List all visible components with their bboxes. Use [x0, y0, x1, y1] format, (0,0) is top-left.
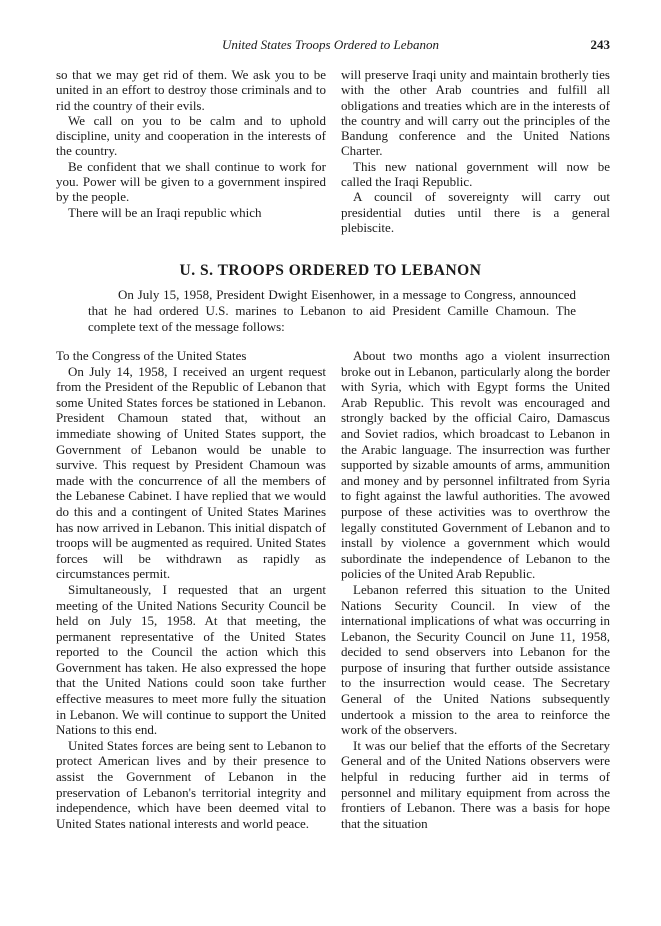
top-right-column: [341, 67, 610, 235]
running-header: [0, 36, 661, 54]
section-intro: [88, 287, 576, 335]
paragraph: Be confident that we shall continue to work for you. Power will be given to a government inspired by the people.: [56, 158, 326, 205]
paragraph: Simultaneously, I requested that an urgent meeting of the United Nations Security Council be held on July 15, 1958. At that meeting, the permanent representative of the United States reported to the Council the action which this Government has taken. He also expressed the hope that the United Nations could soon take further effective measures to meet more fully the situation in Lebanon. We will continue to support the United Nations to this end.: [56, 581, 326, 738]
section-title: U. S. TROOPS ORDERED TO LEBANON: [179, 262, 482, 279]
paragraph: We call on you to be calm and to uphold discipline, unity and cooperation in the interests of the country.: [56, 112, 326, 159]
paragraph: About two months ago a violent insurrection broke out in Lebanon, particularly along the border with Syria, which with Egypt forms the United Arab Republic. This revolt was encouraged and strongly backed by the official Cairo, Damascus and Soviet radios, which broadcast to Lebanon in the Arabic language. The insurrection was further supported by sizable amounts of arms, ammunition and money and by personnel infiltrated from Syria to fight against the lawful authorities. The avowed purpose of these activities was to overthrow the legally constituted Government of Lebanon and to install by violence a government which would subordinate the independence of Lebanon to the policies of the United Arab Republic.: [341, 348, 610, 582]
paragraph: Lebanon referred this situation to the United Nations Security Council. In view of the international implications of what was occurring in Lebanon, the Security Council on June 11, 1958, decided to send observers into Lebanon for the purpose of insuring that further outside assistance to the insurrection would cease. The Secretary General of the United Nations subsequently undertook a mission to the area to reinforce the work of the observers.: [341, 581, 610, 738]
paragraph: This new national government will now be called the Iraqi Republic.: [341, 158, 610, 190]
message-left-column: [56, 348, 326, 831]
intro-paragraph: On July 15, 1958, President Dwight Eisenhower, in a message to Congress, announced that he had ordered U.S. marines to Lebanon to aid President Camille Chamoun. The complete text of the message follows:: [88, 287, 576, 334]
paragraph: There will be an Iraqi republic which: [68, 204, 262, 220]
paragraph: A council of sovereignty will carry out presidential duties until there is a general plebiscite.: [341, 189, 610, 235]
paragraph: On July 14, 1958, I received an urgent request from the President of the Republic of Lebanon that some United States forces be stationed in Lebanon. President Chamoun stated that, without an immediate showing of United States support, the Government of Lebanon would be unable to survive. This request by President Chamoun was made with the concurrence of all the members of the Lebanese Cabinet. I have replied that we would do this and a contingent of United States Marines has now arrived in Lebanon. This initial dispatch of troops will be augmented as required. United States forces will be withdrawn as rapidly as circumstances permit.: [56, 363, 326, 582]
paragraph: so that we may get rid of them. We ask you to be united in an effort to destroy those criminals and to rid the country of their evils.: [56, 67, 326, 113]
paragraph: It was our belief that the efforts of the Secretary General and of the United Nations observers were helpful in reducing further aid in terms of personnel and military equipment from across the frontiers of Lebanon. There was a basis for hope that the situation: [341, 737, 610, 831]
top-left-column: [56, 67, 326, 220]
paragraph: United States forces are being sent to Lebanon to protect American lives and by their presence to assist the Government of Lebanon in the preservation of Lebanon's territorial integrity and independence, which have been deemed vital to United States national interests and world peace.: [56, 737, 326, 831]
running-title: United States Troops Ordered to Lebanon: [221, 37, 440, 52]
page-number: 243: [590, 37, 610, 52]
message-right-column: [341, 348, 610, 831]
salutation: To the Congress of the United States: [56, 348, 247, 363]
paragraph: will preserve Iraqi unity and maintain brotherly ties with the other Arab countries and fulfill all obligations and treaties which are in the interests of the country and will carry out the principles of the Bandung conference and the United Nations Charter.: [341, 67, 610, 159]
